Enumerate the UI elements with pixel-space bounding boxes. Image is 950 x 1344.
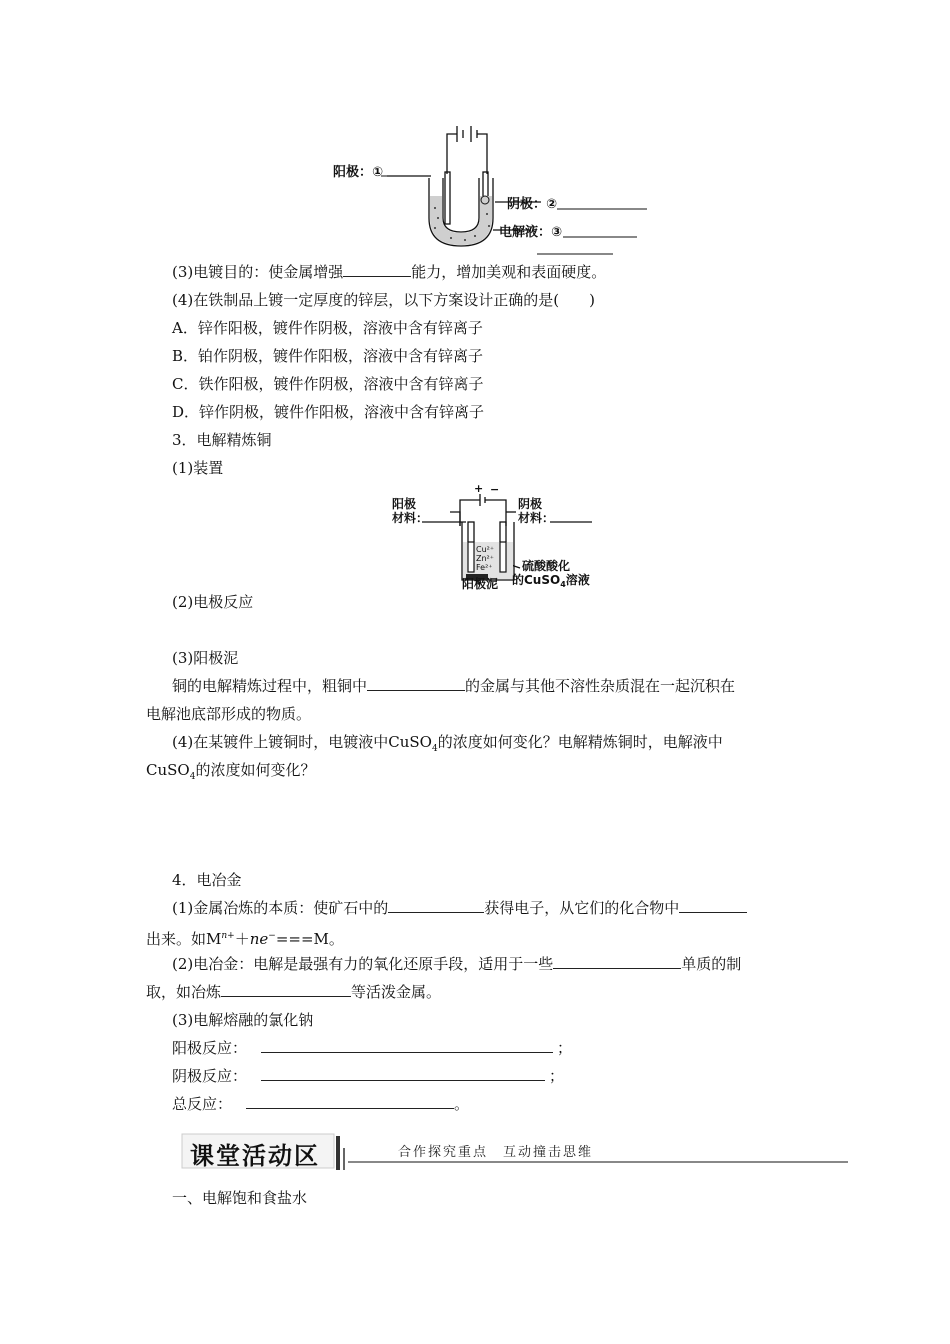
cathode-label: 阴极：② [507, 197, 558, 212]
molten-nacl-heading: (3)电解熔融的氯化钠 [172, 1011, 314, 1029]
option-a[interactable]: A．锌作阳极，镀件作阴极，溶液中含有锌离子 [172, 319, 483, 337]
anode-sludge-heading: (3)阳极泥 [172, 649, 239, 667]
ion-cu: Cu²⁺ [476, 545, 495, 554]
solution-label-1: 硫酸酸化 [522, 559, 571, 573]
option-b[interactable]: B．铂作阴极，镀件作阳极，溶液中含有锌离子 [172, 347, 484, 365]
section-3-title: 3．电解精炼铜 [172, 431, 272, 449]
answer-blank[interactable] [261, 1066, 545, 1081]
option-c[interactable]: C．铁作阳极，镀件作阴极，溶液中含有锌离子 [172, 375, 484, 393]
anode-label: 阳极：① [333, 165, 384, 180]
anode-sludge-label: 阳极泥 [462, 577, 499, 591]
answer-blank[interactable] [343, 262, 411, 277]
answer-blank[interactable] [679, 898, 747, 913]
question-4: (4)在某镀件上镀铜时，电镀液中CuSO$_4$的浓度如何变化？电解精炼铜时，电解液中 [172, 733, 723, 754]
anode-sludge-text: 铜的电解精炼过程中，粗铜中 的金属与其他不溶性杂质混在一起沉积在 [172, 677, 736, 695]
cathode-label-2: 材料： [518, 511, 555, 525]
answer-blank[interactable] [553, 954, 681, 969]
metallurgy-equation: 出来。如$M^{n+}+ne^-===M$。 [146, 930, 344, 948]
device-heading: (1)装置 [172, 459, 224, 477]
copper-refining-figure [388, 482, 608, 592]
u-tube-plating-figure [325, 118, 655, 258]
option-d[interactable]: D．锌作阴极，镀件作阳极，溶液中含有锌离子 [172, 403, 485, 421]
anode-reaction: 阳极反应： ； [172, 1039, 573, 1057]
total-reaction: 总反应： 。 [172, 1095, 470, 1113]
answer-blank[interactable] [221, 982, 351, 997]
ion-zn: Zn²⁺ [476, 554, 494, 563]
electrode-reaction-heading: (2)电极反应 [172, 593, 254, 611]
anode-sludge-text-cont: 电解池底部形成的物质。 [146, 705, 312, 723]
section-one-title: 一、电解饱和食盐水 [172, 1189, 308, 1207]
answer-blank[interactable] [367, 676, 465, 691]
minus-sign: − [490, 483, 500, 496]
question-4-cont: CuSO$_4$的浓度如何变化？ [146, 761, 316, 782]
section-4-title: 4．电冶金 [172, 871, 242, 889]
banner-subtitle: 合作探究重点 互动撞击思维 [398, 1145, 594, 1160]
cathode-reaction: 阴极反应： ； [172, 1067, 565, 1085]
cathode-label-1: 阴极 [518, 497, 543, 511]
metallurgy-essence: (1)金属冶炼的本质：使矿石中的 获得电子，从它们的化合物中 [172, 898, 747, 918]
solution-label-2: 的CuSO$_4$溶液 [512, 573, 590, 589]
answer-blank[interactable] [246, 1094, 454, 1109]
electrometallurgy-cont: 取，如冶炼 等活泼金属。 [146, 983, 442, 1001]
ion-fe: Fe²⁺ [476, 563, 493, 572]
plus-sign: + [474, 482, 484, 495]
question-stem: (4)在铁制品上镀一定厚度的锌层，以下方案设计正确的是( ) [172, 291, 595, 309]
plating-purpose: (3)电镀目的：使金属增强 能力，增加美观和表面硬度。 [172, 263, 607, 281]
anode-label-2: 材料： [392, 511, 429, 525]
banner-title: 课堂活动区 [190, 1142, 320, 1170]
anode-label-1: 阳极 [392, 497, 417, 511]
electrometallurgy: (2)电冶金：电解是最强有力的氧化还原手段，适用于一些 单质的制 [172, 955, 742, 973]
electrolyte-label: 电解液：③ [499, 225, 563, 240]
answer-blank[interactable] [388, 898, 484, 913]
answer-blank[interactable] [261, 1038, 553, 1053]
